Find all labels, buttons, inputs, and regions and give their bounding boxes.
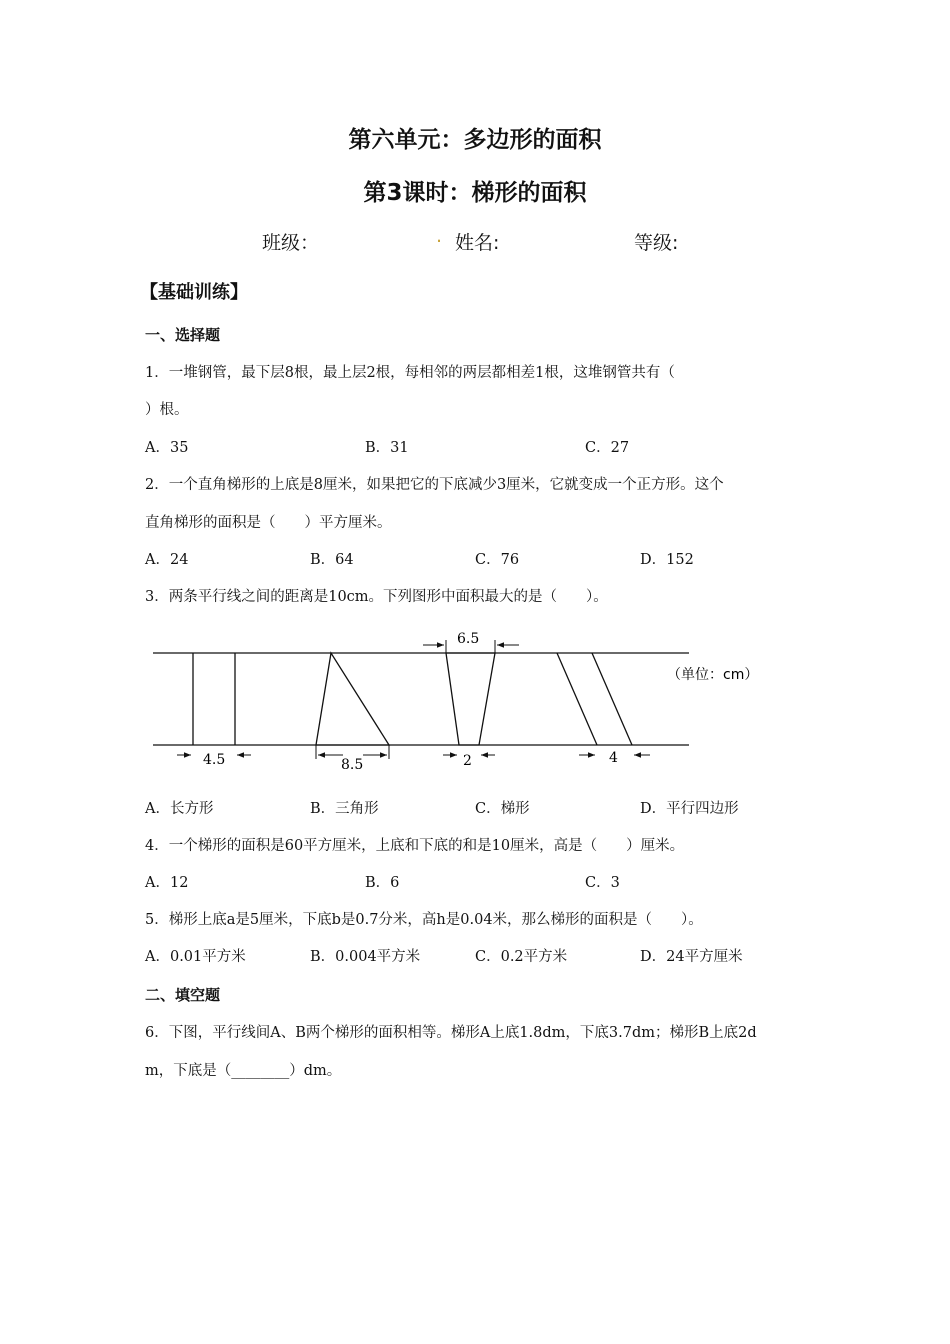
- q4-option-c: C．3: [585, 875, 620, 891]
- question-1-line2: ）根。: [145, 402, 189, 418]
- class-label: 班级：: [262, 232, 320, 254]
- q3-option-b: B．三角形: [310, 801, 379, 817]
- question-4-line1: 4．一个梯形的面积是60平方厘米，上底和下底的和是10厘米，高是（ ）厘米。: [145, 838, 685, 854]
- dot-mark: .: [436, 225, 443, 247]
- question-2-line1: 2．一个直角梯形的上底是8厘米，如果把它的下底减少3厘米，它就变成一个正方形。这个: [145, 477, 724, 493]
- part2-title: 二、填空题: [145, 986, 221, 1004]
- label-6-5: 6.5: [457, 631, 480, 647]
- unit-label: （单位：cm）: [667, 667, 759, 683]
- question-3-line1: 3．两条平行线之间的距离是10cm。下列图形中面积最大的是（ ）。: [145, 589, 608, 605]
- q1-option-b: B．31: [365, 440, 409, 456]
- section-basic-training: 【基础训练】: [140, 282, 248, 303]
- name-label: 姓名:: [455, 232, 500, 254]
- label-2: 2: [463, 753, 472, 769]
- part1-title: 一、选择题: [145, 326, 221, 344]
- q1-option-c: C．27: [585, 440, 630, 456]
- parallel-lines-figure: [145, 628, 805, 778]
- q2-option-a: A．24: [145, 552, 189, 568]
- q3-option-d: D．平行四边形: [640, 801, 739, 817]
- parallelogram-right-side: [592, 653, 632, 745]
- question-2-line2: 直角梯形的面积是（ ）平方厘米。: [145, 515, 392, 531]
- q4-option-b: B．6: [365, 875, 400, 891]
- q2-option-b: B．64: [310, 552, 354, 568]
- page-title: 第六单元：多边形的面积: [348, 127, 602, 153]
- q5-option-b: B．0.004平方米: [310, 949, 421, 965]
- page-subtitle: 第3课时：梯形的面积: [363, 180, 587, 206]
- trapezoid-shape: [446, 653, 495, 745]
- label-4: 4: [609, 750, 618, 766]
- q2-option-d: D．152: [640, 552, 694, 568]
- parallelogram-left-side: [557, 653, 597, 745]
- question-5-line1: 5．梯形上底a是5厘米，下底b是0.7分米，高h是0.04米，那么梯形的面积是（ ）。: [145, 912, 703, 928]
- label-8-5: 8.5: [341, 757, 364, 773]
- triangle-shape: [316, 653, 389, 745]
- grade-label: 等级:: [634, 232, 679, 254]
- q2-option-c: C．76: [475, 552, 520, 568]
- question-1-line1: 1．一堆钢管，最下层8根，最上层2根，每相邻的两层都相差1根，这堆钢管共有（: [145, 365, 675, 381]
- question-6-line2: m，下底是（________）dm。: [145, 1063, 342, 1079]
- q4-option-a: A．12: [145, 875, 189, 891]
- q5-option-d: D．24平方厘米: [640, 949, 743, 965]
- q5-option-a: A．0.01平方米: [145, 949, 246, 965]
- q3-option-c: C．梯形: [475, 801, 530, 817]
- q5-option-c: C．0.2平方米: [475, 949, 568, 965]
- label-4-5: 4.5: [203, 752, 226, 768]
- question-6-line1: 6．下图，平行线间A、B两个梯形的面积相等。梯形A上底1.8dm，下底3.7dm；梯形B上底2d: [145, 1025, 757, 1041]
- q3-option-a: A．长方形: [145, 801, 214, 817]
- q1-option-a: A．35: [145, 440, 189, 456]
